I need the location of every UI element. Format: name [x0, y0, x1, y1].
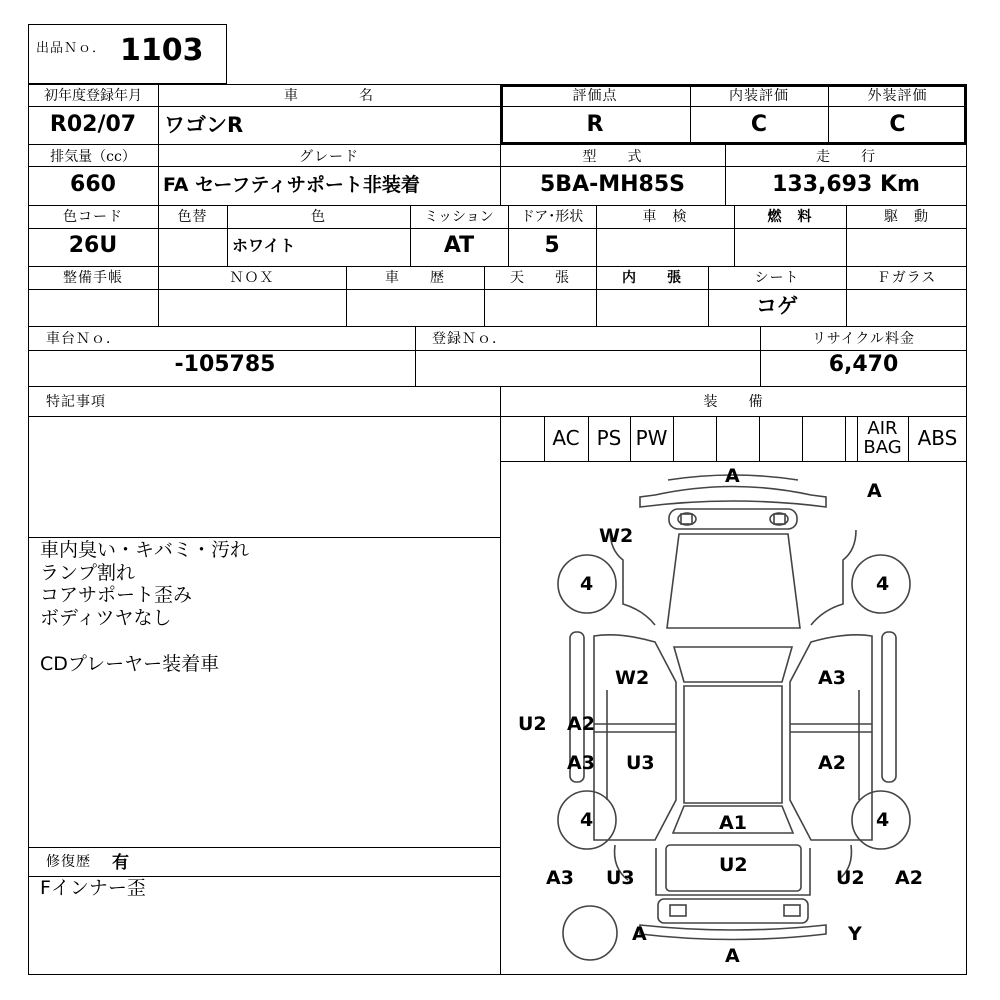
interior-label: 内装評価 [729, 88, 789, 104]
repaint-label: 色替 [177, 209, 208, 225]
drive-label: 駆 動 [884, 209, 929, 225]
damage-left-rear-door: A3 [567, 752, 595, 774]
damage-rear-glass: A1 [719, 812, 747, 834]
model-label: 型 式 [582, 149, 643, 165]
equipment-item [759, 418, 802, 458]
equipment-ps: PS [596, 426, 622, 450]
grade-label: グレード [299, 149, 359, 165]
repair-history-value: 有 [112, 853, 129, 873]
reg-date-label: 初年度登録年月 [44, 88, 142, 104]
door-value: 5 [544, 233, 560, 258]
registration-label: 登録Ｎｏ． [432, 331, 507, 347]
interior-value: C [750, 112, 768, 137]
damage-right-rear-door: A2 [818, 752, 846, 774]
equipment-label: 装 備 [703, 394, 764, 410]
notes-line: ボディツヤなし [40, 606, 172, 629]
reg-date-value: R02/07 [49, 112, 137, 137]
chassis-label: 車台Ｎｏ． [46, 331, 121, 347]
mileage-label: 走 行 [816, 149, 876, 165]
inspection-label: 車 検 [642, 209, 688, 225]
front-glass-label: Ｆガラス [876, 270, 937, 286]
tire-rear-left: 4 [580, 809, 594, 831]
color-code-label: 色コード [63, 209, 123, 225]
damage-left-rear-fender: U3 [606, 867, 635, 889]
mileage-value: 133,693 Km [772, 172, 920, 197]
lot-label: 出品Ｎｏ． [36, 41, 107, 56]
equipment-airbag: AIR BAG [863, 418, 902, 458]
damage-rear-bumper-right: Y [848, 923, 862, 945]
inner-lining-label: 内 張 [622, 270, 682, 286]
recycle-value: 6,470 [828, 352, 899, 377]
nox-label: ＮＯＸ [229, 270, 275, 286]
notes-label: 特記事項 [46, 394, 106, 410]
mission-value: AT [443, 233, 475, 258]
damage-left-rear-quarter: A3 [546, 867, 574, 889]
seat-value: コゲ [756, 294, 798, 318]
damage-center-left: U3 [626, 752, 655, 774]
color-code-value: 26U [68, 233, 118, 258]
mission-label: ミッション [424, 209, 494, 225]
recycle-label: リサイクル料金 [811, 331, 916, 347]
model-value: 5BA-MH85S [540, 172, 685, 197]
tire-rear-right: 4 [876, 809, 890, 831]
equipment-item [673, 418, 716, 458]
notes-line: 車内臭い・キバミ・汚れ [40, 539, 250, 561]
damage-right-rear-fender: U2 [836, 867, 865, 889]
equipment-ac: AC [552, 426, 580, 450]
car-name-value: ワゴンR [164, 113, 244, 137]
damage-right-front-door: A3 [818, 667, 846, 689]
equipment-abs: ABS [917, 426, 958, 450]
damage-front-bumper: A [725, 465, 740, 487]
score-label: 評価点 [572, 88, 618, 104]
notes-line: ランプ割れ [40, 561, 136, 584]
exterior-value: C [889, 112, 906, 137]
damage-roof-windshield: W2 [615, 667, 650, 689]
fuel-label: 燃 料 [767, 209, 813, 225]
equipment-item [500, 418, 544, 458]
notes-line: コアサポート歪み [40, 584, 193, 606]
grade-value: FA セーフティサポート非装着 [163, 174, 420, 196]
history-label: 車 歴 [385, 270, 445, 286]
damage-rear-bumper: A [725, 945, 740, 967]
repair-detail: Fインナー歪 [40, 877, 146, 899]
roof-lining-label: 天 張 [510, 270, 570, 286]
lot-number: 1103 [120, 33, 204, 68]
damage-rear-bumper-left: A [632, 923, 647, 945]
door-label: ドア･形状 [520, 209, 584, 225]
maintenance-label: 整備手帳 [63, 270, 123, 286]
color-value: ホワイト [232, 236, 296, 255]
displacement-label: 排気量（cc） [50, 149, 136, 165]
repair-history-label: 修復歴 [46, 854, 91, 870]
seat-label: シート [754, 270, 800, 286]
color-label: 色 [311, 209, 326, 225]
equipment-pw: PW [635, 426, 668, 450]
damage-left-front-door: A2 [567, 713, 595, 735]
tire-front-right: 4 [876, 573, 890, 595]
damage-trunk: U2 [719, 854, 748, 876]
equipment-item [845, 418, 857, 458]
score-value: R [586, 112, 604, 137]
equipment-item [802, 418, 845, 458]
damage-left-pillar: U2 [518, 713, 547, 735]
chassis-value: -105785 [174, 352, 276, 377]
notes-line: CDプレーヤー装着車 [40, 653, 220, 675]
car-name-label: 車 名 [284, 88, 374, 104]
equipment-item [716, 418, 759, 458]
damage-front-right: A [867, 480, 882, 502]
damage-right-rear-quarter: A2 [895, 867, 923, 889]
damage-windshield: W2 [599, 525, 634, 547]
displacement-value: 660 [70, 172, 116, 197]
exterior-label: 外装評価 [867, 88, 928, 104]
tire-front-left: 4 [580, 573, 594, 595]
